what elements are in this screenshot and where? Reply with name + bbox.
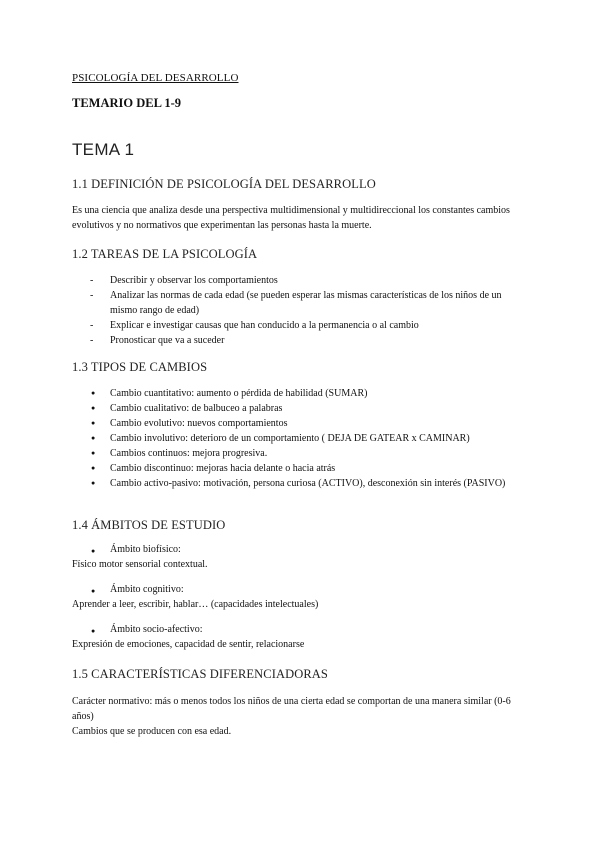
- list-item: ● Cambio cuantitativo: aumento o pérdida de habilidad (SUMAR): [90, 386, 530, 401]
- list-item: ● Cambio activo-pasivo: motivación, persona curiosa (ACTIVO), desconexión sin interés (PASIVO): [90, 476, 530, 491]
- bullet-icon: ●: [91, 547, 96, 555]
- ambito-desc: Físico motor sensorial contextual.: [72, 559, 208, 570]
- list-item: ● Cambio discontinuo: mejoras hacia delante o hacia atrás: [90, 461, 530, 476]
- ambito-title: Ámbito biofísico:: [110, 544, 181, 555]
- tema-heading: TEMA 1: [72, 140, 135, 159]
- list-item: - Describir y observar los comportamientos: [90, 273, 530, 288]
- ambito-desc: Aprender a leer, escribir, hablar… (capacidades intelectuales): [72, 599, 319, 610]
- list-item: - Analizar las normas de cada edad (se pueden esperar las mismas características de los niños de un mismo rango de edad): [90, 288, 530, 318]
- subject-title: PSICOLOGÍA DEL DESARROLLO: [72, 72, 239, 84]
- list-item: ● Cambio evolutivo: nuevos comportamientos: [90, 416, 530, 431]
- tipos-cambios-list: [90, 386, 530, 491]
- section-1-1-heading: 1.1 DEFINICIÓN DE PSICOLOGÍA DEL DESARROLLO: [72, 177, 376, 191]
- list-item: ● Cambio involutivo: deterioro de un comportamiento ( DEJA DE GATEAR x CAMINAR): [90, 431, 530, 446]
- bullet-icon: ●: [91, 587, 96, 595]
- ambito-title: Ámbito cognitivo:: [110, 584, 184, 595]
- list-item: - Explicar e investigar causas que han conducido a la permanencia o al cambio: [90, 318, 530, 333]
- list-item: ● Cambio cualitativo: de balbuceo a palabras: [90, 401, 530, 416]
- section-1-5-text: Carácter normativo: más o menos todos los niños de una cierta edad se comportan de una manera similar (0-6 años): [72, 696, 511, 722]
- ambito-title: Ámbito socio-afectivo:: [110, 624, 203, 635]
- section-1-1-text: Es una ciencia que analiza desde una perspectiva multidimensional y multidireccional los constantes cambios evolutivos y no normativos que experimentan las personas hasta la muerte.: [72, 205, 510, 231]
- ambito-socioafectivo-item: [90, 624, 202, 635]
- list-item: ● Cambios continuos: mejora progresiva.: [90, 446, 530, 461]
- list-item: - Pronosticar que va a suceder: [90, 333, 530, 348]
- tareas-list: [90, 273, 530, 348]
- ambito-biofisico-item: [90, 544, 181, 555]
- temario-title: TEMARIO DEL 1-9: [72, 96, 182, 110]
- section-1-5-text-2: Cambios que se producen con esa edad.: [72, 726, 232, 737]
- ambito-desc: Expresión de emociones, capacidad de sentir, relacionarse: [72, 639, 305, 650]
- section-1-3-heading: 1.3 TIPOS DE CAMBIOS: [72, 360, 208, 374]
- section-1-2-heading: 1.2 TAREAS DE LA PSICOLOGÍA: [72, 247, 258, 261]
- section-1-4-heading: 1.4 ÁMBITOS DE ESTUDIO: [72, 518, 226, 532]
- section-1-5-heading: 1.5 CARACTERÍSTICAS DIFERENCIADORAS: [72, 667, 328, 681]
- ambito-cognitivo-item: [90, 584, 184, 595]
- bullet-icon: ●: [91, 627, 96, 635]
